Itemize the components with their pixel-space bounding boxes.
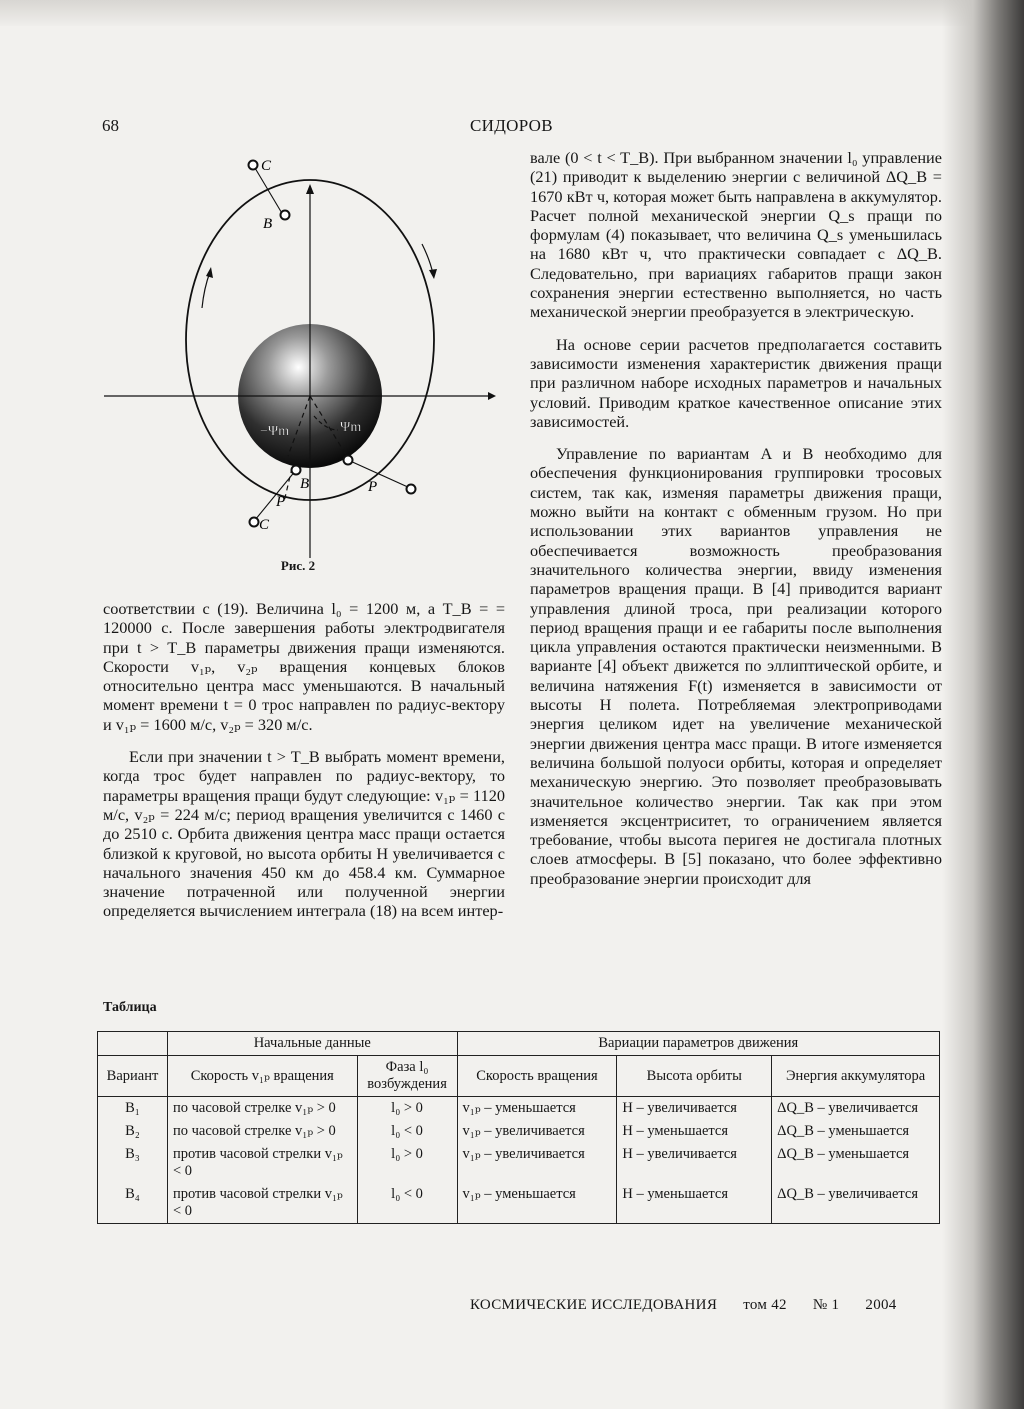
footer-volume: том 42 [743,1297,787,1313]
x-axis-arrow [488,392,496,400]
motion-arrow-left-head [206,267,213,278]
tether-top [255,168,283,215]
left-column [103,599,505,934]
table-group-header: Начальные данные [167,1032,457,1056]
table-cell: l₀ < 0 [357,1120,457,1143]
table-row [98,1143,940,1183]
table-cell: против часовой стрелки v₁ₚ < 0 [167,1183,357,1224]
figure-caption: Рис. 2 [280,558,316,573]
table-row [98,1120,940,1143]
table-cell: H – увеличивается [617,1097,772,1121]
paragraph: Управление по вариантам A и B необходимо для обеспечения функционирования группировки тросовых систем, так как, изменяя параметры движения пращи, можно выйти на контакт с обменным грузом. Но при использовании этих вариантов управления не обеспечивается возможность преобразования значительного количества энергии, ввиду изменения параметров вращения пращи. В [4] приводится вариант управления длиной троса, при реализации которого период вращения пращи и ее габариты после выполнения цикла управления остаются практически неизменными. В варианте [4] объект движется по эллиптической орбите, и величина натяжения F(t) изменяется в зависимости от высоты H полета. Потребляемая электроприводами энергия целиком идет на увеличение механической энергии движения центра масс пращи. В итоге изменяется величина большой полуоси орбиты, которая и определяет механическую энергию. Это позволяет преобразовывать значительное количество энергии. Так как при этом изменяется эксцентриситет, то ограничением является требование, чтобы высота перигея не достигала плотных слоев атмосферы. В [5] показано, что более эффективно преобразование энергии происходит для [530,444,942,888]
table-cell: B₄ [98,1183,168,1224]
table-cell: ΔQ_B – уменьшается [772,1143,940,1183]
scan-right-edge-shadow [942,0,1024,1409]
column-header-phase: Фаза l₀ возбуждения [357,1056,457,1097]
footer-year: 2004 [865,1297,897,1313]
table-cell: l₀ > 0 [357,1097,457,1121]
footer-issue: № 1 [812,1297,840,1313]
block-c-right [407,485,416,494]
label-p-left: P [276,494,286,510]
table-cell: l₀ < 0 [357,1183,457,1224]
table-cell: ΔQ_B – уменьшается [772,1120,940,1143]
column-header-energy: Энергия аккумулятора [772,1056,940,1097]
table-cell: H – увеличивается [617,1143,772,1183]
block-c-top [249,161,258,170]
table-header-row [98,1056,940,1097]
table-cell: B₃ [98,1143,168,1183]
right-column [530,148,942,901]
footer-journal-name: КОСМИЧЕСКИЕ ИССЛЕДОВАНИЯ [470,1297,718,1313]
paragraph: вале (0 < t < T_B). При выбранном значении l₀ управление (21) приводит к выделению энергии с величиной ΔQ_B = 1670 кВт ч, которая может быть направлена в аккумулятор. Расчет полной механической энергии Q_s пращи по формулам (4) показывает, что величина Q_s уменьшилась на 1680 кВт ч, что практически совпадает с ΔQ_B. Следовательно, при вариациях габаритов пращи закон сохранения энергии естественно выполняется, но часть механической энергии преобразуется в электрическую. [530,148,942,322]
motion-arrow-left [202,272,210,308]
tether-bottom-right [348,460,410,488]
table-cell: ΔQ_B – увеличивается [772,1183,940,1224]
paragraph: Если при значении t > T_B выбрать момент времени, когда трос будет направлен по радиус-вектору, то параметры вращения пращи будут следующие: v₁ₚ = 1120 м/с, v₂ₚ = 224 м/с; период вращения увеличится с 1460 с до 2510 с. Орбита движения центра масс пращи остается близкой к круговой, но высота орбиты H увеличивается с начального значения 450 км до 458.4 км. Суммарное значение потраченной или полученной энергии определяется вычислением интеграла (18) на всем интер- [103,747,505,921]
motion-arrow-right-head [429,269,437,279]
data-table [97,1031,940,1224]
column-header-speed: Скорость v₁ₚ вращения [167,1056,357,1097]
table-group-header-row [98,1032,940,1056]
journal-footer [470,1297,919,1314]
figure-orbit-diagram [100,148,500,558]
table-cell: v₁ₚ – увеличивается [457,1120,617,1143]
page-number: 68 [102,116,119,135]
label-p-right: P [368,479,378,495]
table-cell: H – уменьшается [617,1120,772,1143]
table-cell: B₂ [98,1120,168,1143]
table-spacer-cell [98,1032,168,1056]
table-label: Таблица [103,1000,157,1015]
block-b-bottom [292,466,301,475]
paragraph: соответствии с (19). Величина l₀ = 1200 м, а T_B = = 120000 с. После завершения работы электродвигателя при t > T_B параметры движения пращи изменяются. Скорости v₁ₚ, v₂ₚ вращения концевых блоков относительно центра масс уменьшаются. В начальный момент времени t = 0 трос направлен по радиус-вектору и v₁ₚ = 1600 м/с, v₂ₚ = 320 м/с. [103,599,505,734]
y-axis-arrow [306,184,314,194]
table-cell: по часовой стрелке v₁ₚ > 0 [167,1120,357,1143]
label-b-bottom: B [300,476,310,492]
table-cell: против часовой стрелки v₁ₚ < 0 [167,1143,357,1183]
table-row [98,1097,940,1121]
table-cell: ΔQ_B – увеличивается [772,1097,940,1121]
column-header-speed-variation: Скорость вращения [457,1056,617,1097]
label-c-top: C [261,158,272,174]
column-header-height: Высота орбиты [617,1056,772,1097]
table-cell: l₀ > 0 [357,1143,457,1183]
running-title: СИДОРОВ [470,116,553,135]
table-cell: по часовой стрелке v₁ₚ > 0 [167,1097,357,1121]
block-c-bottom [250,518,259,527]
table-cell: v₁ₚ – увеличивается [457,1143,617,1183]
label-b-top: B [263,216,273,232]
label-psi-right: Ψm [340,420,362,435]
motion-arrow-right [422,244,433,274]
table-row [98,1183,940,1224]
table-group-header: Вариации параметров движения [457,1032,939,1056]
scan-top-edge [0,0,1024,26]
table-cell: B₁ [98,1097,168,1121]
block-b-right [344,456,353,465]
table-cell: v₁ₚ – уменьшается [457,1183,617,1224]
block-b-top [281,211,290,220]
table-cell: H – уменьшается [617,1183,772,1224]
column-header-variant: Вариант [98,1056,168,1097]
label-psi-left: −Ψm [260,424,290,439]
paragraph: На основе серии расчетов предполагается составить зависимости изменения характеристик движения пращи при различном наборе исходных параметров и начальных условий. Приводим краткое качественное описание этих зависимостей. [530,334,942,431]
label-c-bottom: C [259,517,270,533]
table-cell: v₁ₚ – уменьшается [457,1097,617,1121]
